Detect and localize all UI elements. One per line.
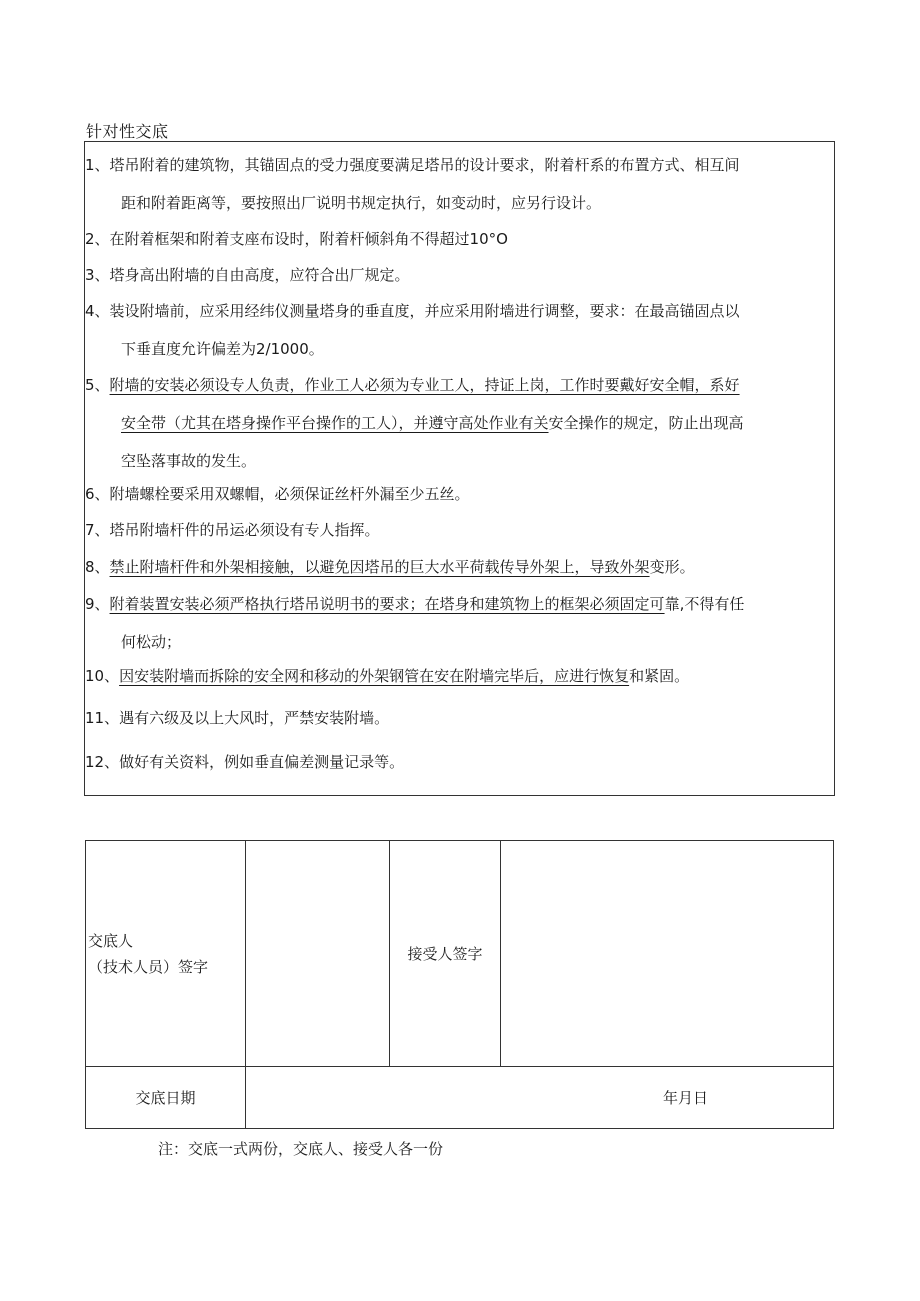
date-label: 交底日期 (135, 1089, 196, 1107)
receiver-label-cell (390, 841, 501, 1067)
item-text: 在附着框架和附着支座布设时，附着杆倾斜角不得超过10°O (109, 230, 508, 248)
section-title: 针对性交底 (86, 122, 169, 141)
item-text: 遇有六级及以上大风时，严禁安装附墙。 (119, 709, 390, 727)
item-text: 附墙螺栓要采用双螺帽，必须保证丝杆外漏至少五丝。 (109, 485, 470, 503)
list-item-7 (85, 511, 836, 549)
list-item-1 (85, 146, 836, 222)
item-text: 装设附墙前，应采用经纬仪测量塔身的垂直度，并应采用附墙进行调整，要求：在最高锚固点以 (109, 302, 740, 320)
item-number: 7、 (85, 521, 110, 539)
disclosure-box (84, 141, 835, 796)
item-number: 4、 (85, 302, 110, 320)
item-number: 3、 (85, 266, 110, 284)
item-text: 塔身高出附墙的自由高度，应符合出厂规定。 (109, 266, 410, 284)
item-text-underlined: 安全带（尤其在塔身操作平台操作的工人），并遵守高处作业有关 (121, 414, 549, 432)
discloser-label: 交底人 (88, 931, 134, 950)
item-text-cont: 和紧固。 (629, 667, 690, 685)
item-text-underlined: 附着装置安装必须严格执行塔吊说明书的要求；在塔身和建筑物上的框架必须固定可 (109, 595, 665, 613)
item-number: 12、 (85, 753, 120, 771)
list-item-12 (85, 743, 836, 781)
item-number: 2、 (85, 230, 110, 248)
item-text-underlined: 附墙的安装必须设专人负责，作业工人必须为专业工人，持证上岗，工作时要戴好安全帽，系好 (109, 376, 740, 394)
item-number: 5、 (85, 376, 110, 394)
list-item-5 (85, 366, 836, 480)
list-item-9 (85, 585, 836, 661)
item-number: 6、 (85, 485, 110, 503)
list-item-4 (85, 292, 836, 368)
list-item-6 (85, 475, 836, 513)
date-field[interactable] (246, 1067, 834, 1129)
list-item-8 (85, 548, 836, 586)
footnote: 注：交底一式两份，交底人、接受人各一份 (158, 1140, 444, 1158)
item-text-cont: 何松动； (121, 633, 182, 651)
item-number: 11、 (85, 709, 120, 727)
item-text-cont: 空坠落事故的发生。 (121, 452, 257, 470)
item-text-cont: 变形。 (649, 558, 695, 576)
discloser-label-cell (86, 841, 246, 1067)
item-text: 做好有关资料，例如垂直偏差测量记录等。 (119, 753, 405, 771)
item-text-underlined: 因安装附墙而拆除的安全网和移动的外架钢管在安在附墙完毕后，应进行恢复 (119, 667, 630, 685)
receiver-label: 接受人签字 (407, 945, 483, 963)
list-item-11 (85, 699, 836, 737)
item-text-cont: 安全操作的规定，防止出现高 (548, 414, 744, 432)
date-value: 年月日 (663, 1089, 709, 1107)
item-number: 10、 (85, 667, 120, 685)
item-text-cont: 下垂直度允许偏差为2/1000。 (121, 340, 324, 358)
date-row (86, 1067, 834, 1129)
list-item-2 (85, 220, 836, 258)
discloser-signature-field[interactable] (246, 841, 390, 1067)
list-item-3 (85, 256, 836, 294)
item-text-underlined: 禁止附墙杆件和外架相接触，以避免因塔吊的巨大水平荷载传导外架上，导致外架 (109, 558, 650, 576)
item-number: 9、 (85, 595, 110, 613)
list-item-10 (85, 657, 836, 695)
date-label-cell (86, 1067, 246, 1129)
receiver-signature-field[interactable] (501, 841, 834, 1067)
item-text: 塔吊附墙杆件的吊运必须设有专人指挥。 (109, 521, 380, 539)
item-number: 1、 (85, 156, 110, 174)
discloser-role-label: （技术人员）签字 (88, 957, 209, 976)
item-text-cont: 靠,不得有任 (664, 595, 745, 613)
item-text: 塔吊附着的建筑物，其锚固点的受力强度要满足塔吊的设计要求，附着杆系的布置方式、相互间 (109, 156, 740, 174)
item-text-cont: 距和附着距离等，要按照出厂说明书规定执行，如变动时，应另行设计。 (121, 194, 602, 212)
signature-table (85, 840, 834, 1129)
signature-row (86, 841, 834, 1067)
item-number: 8、 (85, 558, 110, 576)
